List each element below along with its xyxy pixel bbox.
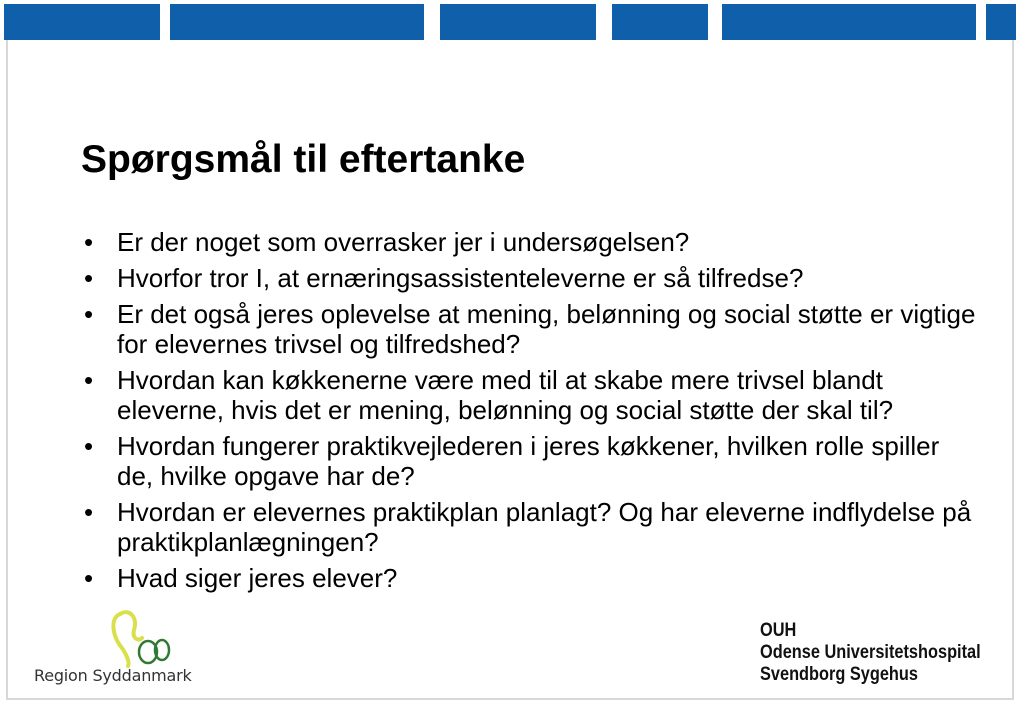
header-segment [612, 4, 708, 40]
region-logo-text: Region Syddanmark [34, 666, 192, 685]
bullet-dot: • [84, 431, 94, 461]
bullet-list [80, 227, 980, 599]
region-syddanmark-logo [28, 608, 198, 696]
header-bar [0, 0, 1024, 44]
header-segment [170, 4, 424, 40]
bullet-dot: • [84, 365, 94, 395]
bullet-text: Hvad siger jeres elever? [117, 563, 398, 593]
header-segment [440, 4, 596, 40]
bullet-item [80, 497, 980, 557]
region-logo-icon [108, 608, 172, 668]
bullet-item [80, 299, 980, 359]
bullet-item [80, 563, 980, 593]
bullet-text: Er der noget som overrasker jer i undersøgelsen? [117, 227, 690, 257]
header-segment [722, 4, 976, 40]
bullet-dot: • [84, 299, 94, 329]
bullet-dot: • [84, 227, 94, 257]
ouh-logo-line: Svendborg Sygehus [760, 664, 918, 685]
bullet-dot: • [84, 563, 94, 593]
bullet-dot: • [84, 263, 94, 293]
ouh-logo-line: OUH [760, 620, 797, 641]
bullet-item [80, 263, 980, 293]
bullet-dot: • [84, 497, 94, 527]
slide-title: Spørgsmål til eftertanke [81, 138, 526, 181]
bullet-item [80, 365, 980, 425]
header-segment [986, 4, 1016, 40]
bullet-text: Er det også jeres oplevelse at mening, belønning og social støtte er vigtige for elevernes trivsel og tilfredshed? [117, 299, 976, 359]
bullet-text: Hvordan er elevernes praktikplan planlagt? Og har eleverne indflydelse på praktikplanlægningen? [117, 497, 972, 557]
bullet-text: Hvorfor tror I, at ernæringsassistenteleverne er så tilfredse? [117, 263, 804, 293]
bullet-item [80, 227, 980, 257]
header-segment [4, 4, 160, 40]
bullet-text: Hvordan fungerer praktikvejlederen i jeres køkkener, hvilken rolle spiller de, hvilke opgave har de? [117, 431, 940, 491]
bullet-item [80, 431, 980, 491]
ouh-logo [760, 620, 1000, 690]
bullet-text: Hvordan kan køkkenerne være med til at skabe mere trivsel blandt eleverne, hvis det er mening, belønning og social støtte der skal til? [117, 365, 894, 425]
ouh-logo-line: Odense Universitetshospital [760, 642, 981, 663]
